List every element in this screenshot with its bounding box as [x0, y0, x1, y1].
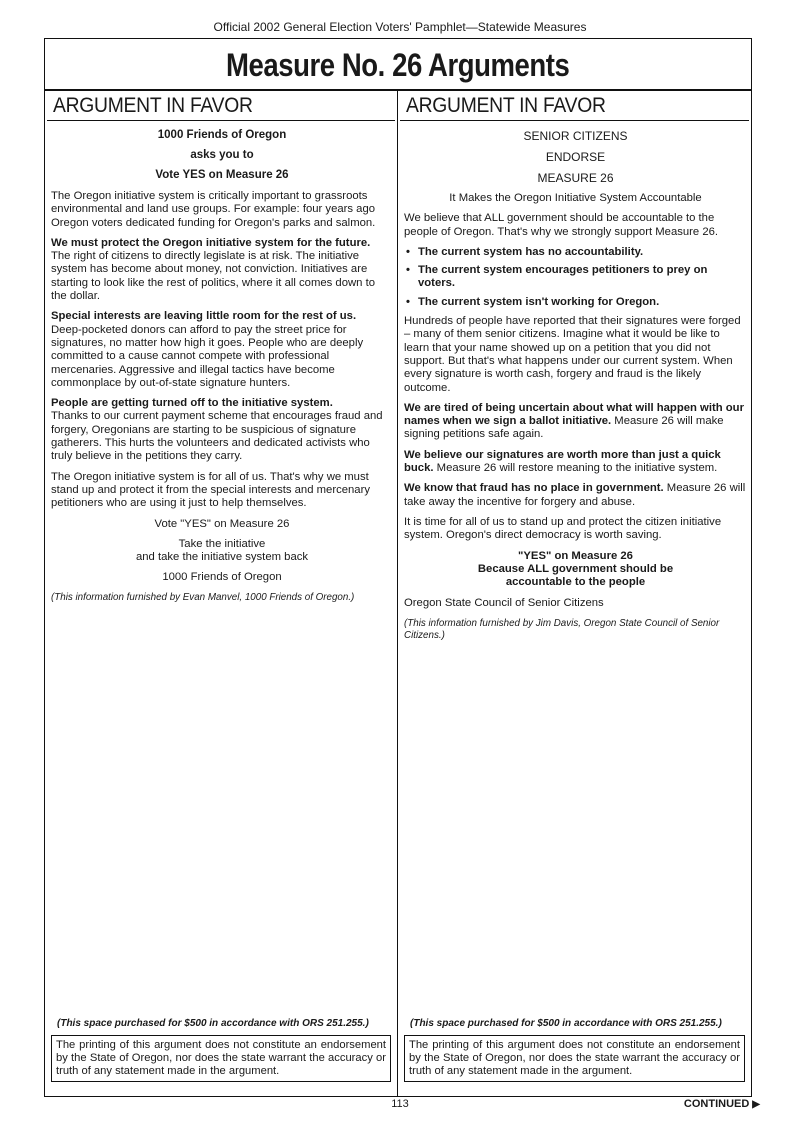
paragraph-text: Measure 26 will make signing petitions safe again. — [404, 415, 724, 441]
paragraph-lead: We know that fraud has no place in government. — [404, 482, 664, 495]
continued-text: CONTINUED — [683, 1098, 750, 1110]
left-heading: ARGUMENT IN FAVOR — [47, 91, 395, 121]
left-argument — [45, 91, 398, 1096]
sponsor-line: asks you to — [190, 149, 254, 161]
left-purchase-note: (This space purchased for $500 in accordance with ORS 251.255.) — [57, 1018, 369, 1029]
paragraph-text: Measure 26 will take away the incentive for forgery and abuse. — [404, 482, 746, 508]
header-line: SENIOR CITIZENS — [523, 129, 628, 143]
right-yes-lines — [404, 550, 747, 590]
right-bullets — [404, 246, 747, 309]
take-line: Take the initiative — [178, 537, 266, 550]
page-title: Measure No. 26 Arguments — [226, 47, 570, 83]
right-paragraph-3 — [404, 449, 747, 476]
paragraph-lead: We are tired of being uncertain about what will happen with our names when we sign a ballot initiative. — [404, 401, 744, 428]
yes-line: accountable to the people — [505, 576, 646, 589]
bullet-item: • The current system has no accountability. — [404, 246, 747, 259]
left-section-1 — [51, 237, 393, 303]
left-section-3 — [51, 397, 393, 463]
page-frame — [44, 38, 752, 1097]
sponsor-line: 1000 Friends of Oregon — [157, 129, 287, 141]
bullet-item: • The current system isn't working for Oregon. — [404, 296, 747, 309]
right-body — [398, 121, 751, 642]
right-argument — [398, 91, 751, 1096]
sponsor-line: Vote YES on Measure 26 — [155, 169, 289, 181]
right-subhead: It Makes the Oregon Initiative System Accountable — [449, 192, 702, 204]
page-number: 113 — [391, 1098, 409, 1110]
title-bar — [45, 39, 751, 91]
left-section-2 — [51, 310, 393, 390]
left-body — [45, 121, 397, 604]
section-heading: We must protect the Oregon initiative system for the future. — [51, 236, 371, 249]
right-header-lines — [404, 129, 747, 185]
left-sponsor — [51, 129, 393, 182]
right-heading: ARGUMENT IN FAVOR — [400, 91, 749, 121]
section-heading: Special interests are leaving little room for the rest of us. — [51, 310, 357, 323]
yes-line: "YES" on Measure 26 — [518, 549, 633, 562]
right-footer — [404, 1018, 745, 1082]
section-text: Thanks to our current payment scheme that encourages fraud and forgery, Oregonians are starting to be suspicious of signature gatherers. This hurts the volunteers and dedicated activists who truly believe in the petitions they carry. — [51, 410, 383, 463]
right-intro: We believe that ALL government should be accountable to the people of Oregon. That's why we strongly support Measure 26. — [404, 212, 719, 238]
left-vote-line: Vote "YES" on Measure 26 — [154, 517, 290, 530]
left-furnished: (This information furnished by Evan Manvel, 1000 Friends of Oregon.) — [51, 591, 355, 603]
continued-label — [684, 1098, 760, 1110]
header-line: ENDORSE — [545, 150, 606, 164]
right-paragraph-1: Hundreds of people have reported that their signatures were forged – many of them senior citizens. Imagine what it would be like to learn that your name showed up on a petition that you did not support. But that's what happens under our current system. When every signature is worth cash, forgery and fraud is the likely outcome. — [404, 315, 741, 394]
left-disclaimer: The printing of this argument does not constitute an endorsement by the State of Oregon, nor does the state warrant the accuracy or truth of any statement made in the argument. — [51, 1035, 391, 1082]
running-head: Official 2002 General Election Voters' Pamphlet—Statewide Measures — [213, 20, 587, 34]
bullet-item: • The current system encourages petitioners to prey on voters. — [404, 264, 747, 291]
arrow-right-icon: ▶ — [752, 1099, 760, 1110]
right-paragraph-2 — [404, 402, 747, 442]
section-text: The right of citizens to directly legislate is at risk. The initiative system has become about money, not conviction. Initiatives are starting to look like the rest of politics, where it all comes down to the dollar. — [51, 250, 375, 303]
yes-line: Because ALL government should be — [477, 562, 674, 575]
right-furnished: (This information furnished by Jim Davis, Oregon State Council of Senior Citizens.) — [404, 617, 720, 641]
header-line: MEASURE 26 — [537, 171, 614, 185]
left-intro: The Oregon initiative system is critically important to grassroots environmental and land use groups. For example: four years ago Oregon voters dedicated funding for Oregon's parks and salmon. — [51, 190, 376, 229]
right-signoff: Oregon State Council of Senior Citizens — [404, 597, 604, 610]
paragraph-text: Measure 26 will restore meaning to the initiative system. — [433, 462, 718, 475]
take-line: and take the initiative system back — [135, 551, 309, 564]
right-purchase-note: (This space purchased for $500 in accordance with ORS 251.255.) — [410, 1018, 722, 1029]
left-signoff: 1000 Friends of Oregon — [162, 571, 282, 584]
right-disclaimer: The printing of this argument does not constitute an endorsement by the State of Oregon, nor does the state warrant the accuracy or truth of any statement made in the argument. — [404, 1035, 745, 1082]
right-paragraph-4 — [404, 482, 747, 509]
paragraph-lead: We believe our signatures are worth more than just a quick buck. — [404, 448, 721, 475]
columns — [45, 91, 751, 1096]
section-text: Deep-pocketed donors can afford to pay the street price for signatures, no matter how high it goes. People who are deeply committed to a cause cannot compete with professional mercenaries. Aggressive and illegal tactics have become commonplace by out-of-state signature hunters. — [51, 323, 364, 389]
section-heading: People are getting turned off to the initiative system. — [51, 397, 333, 410]
left-take-lines — [51, 538, 393, 565]
left-closing: The Oregon initiative system is for all of us. That's why we must stand up and protect it from the special interests and mercenary petitioners who are using it just to help themselves. — [51, 470, 370, 510]
left-footer — [51, 1018, 391, 1082]
right-paragraph-5: It is time for all of us to stand up and protect the citizen initiative system. Oregon's direct democracy is worth saving. — [404, 515, 722, 542]
